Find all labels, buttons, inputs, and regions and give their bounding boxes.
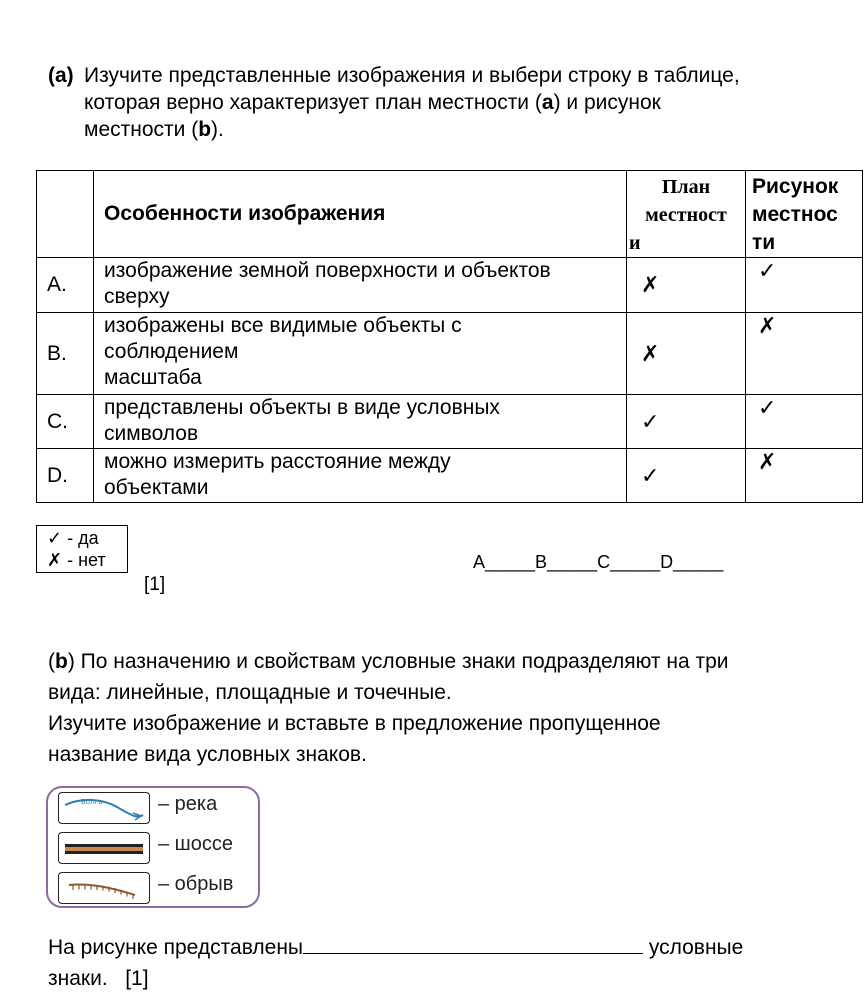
row-plan-mark: ✓	[627, 449, 746, 503]
map-signs-panel	[46, 786, 260, 908]
legend-yes: ✓ - да	[47, 528, 99, 548]
question-b-line4: название вида условных знаков.	[48, 743, 367, 766]
row-feature: изображены все видимые объекты с соблюдением масштаба	[94, 313, 627, 395]
final-line2: знаки. [1]	[48, 967, 149, 990]
question-a-line1: (a) Изучите представленные изображения и выбери строку в таблице,	[48, 64, 740, 87]
sign-label-highway: – шоссе	[158, 833, 233, 855]
points-b: [1]	[125, 967, 149, 990]
header-plan: План местност и	[627, 171, 746, 258]
row-plan-mark: ✗	[627, 258, 746, 313]
table-header-row	[37, 171, 863, 258]
row-picture-mark: ✓	[746, 395, 863, 449]
header-feature: Особенности изображения	[94, 171, 627, 258]
answer-line[interactable]: A_____B_____C_____D_____	[473, 552, 724, 572]
table-row	[37, 313, 863, 395]
question-b-line3: Изучите изображение и вставьте в предложение пропущенное	[48, 712, 661, 735]
sign-label-cliff: – обрыв	[158, 873, 234, 895]
header-empty-cell	[37, 171, 94, 258]
points-a: [1]	[144, 574, 166, 595]
table-row	[37, 258, 863, 313]
legend-box	[36, 525, 128, 573]
svg-text:Волга: Волга	[81, 798, 103, 806]
question-a-line2: которая верно характеризует план местности (a) и рисунок	[84, 91, 661, 114]
question-a-line3: местности (b).	[84, 118, 224, 141]
sign-label-river: – река	[158, 793, 218, 815]
row-plan-mark: ✗	[627, 313, 746, 395]
question-b	[48, 646, 838, 770]
row-letter: B.	[37, 313, 94, 395]
row-picture-mark: ✗	[746, 313, 863, 395]
final-line1: На рисунке представлены условные	[48, 932, 838, 963]
row-feature: можно измерить расстояние между объектами	[94, 449, 627, 503]
cliff-icon	[58, 872, 150, 904]
row-letter: D.	[37, 449, 94, 503]
row-feature: представлены объекты в виде условных символов	[94, 395, 627, 449]
question-b-label: b	[55, 650, 68, 673]
question-a	[48, 62, 838, 143]
question-b-line2: вида: линейные, площадные и точечные.	[48, 681, 452, 704]
row-feature: изображение земной поверхности и объектов сверху	[94, 258, 627, 313]
highway-icon	[58, 832, 150, 864]
river-icon	[58, 792, 150, 824]
row-picture-mark: ✗	[746, 449, 863, 503]
answer-blank[interactable]	[303, 933, 643, 954]
question-a-label: (a)	[48, 64, 74, 87]
final-sentence	[48, 932, 838, 994]
row-letter: C.	[37, 395, 94, 449]
legend-no: ✗ - нет	[47, 550, 106, 570]
question-b-line1: (b) По назначению и свойствам условные знаки подразделяют на три	[48, 650, 729, 673]
header-picture: Рисунок местнос ти	[746, 171, 863, 258]
row-letter: A.	[37, 258, 94, 313]
row-picture-mark: ✓	[746, 258, 863, 313]
table-row	[37, 395, 863, 449]
features-table	[36, 170, 863, 503]
table-row	[37, 449, 863, 503]
row-plan-mark: ✓	[627, 395, 746, 449]
